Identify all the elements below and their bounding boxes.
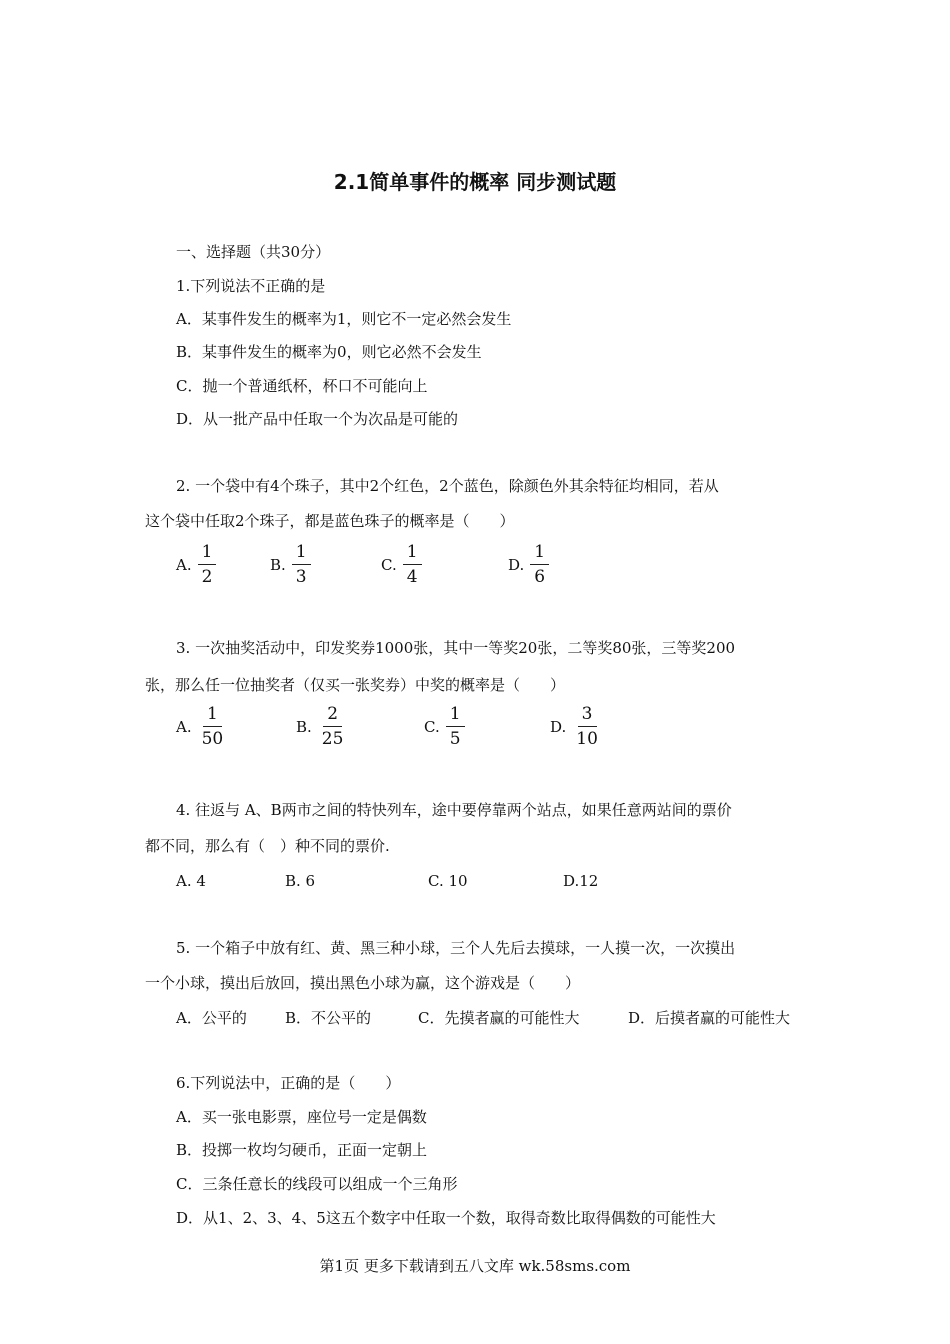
question-1-option-b: B．某事件发生的概率为0，则它必然不会发生	[176, 343, 482, 361]
denominator: 2	[201, 567, 213, 587]
question-2-stem-line1: 2. 一个袋中有4个珠子，其中2个红色，2个蓝色，除颜色外其余特征均相同，若从	[176, 477, 719, 495]
question-4-option-d: D.12	[563, 872, 599, 890]
fraction	[198, 704, 228, 749]
page-footer: 第1页 更多下载请到五八文库 wk.58sms.com	[319, 1257, 631, 1275]
question-4-option-c: C. 10	[428, 872, 468, 890]
question-2-stem-line2: 这个袋中任取2个珠子，都是蓝色珠子的概率是（ ）	[145, 512, 515, 530]
question-2-option-c	[381, 542, 422, 587]
fraction	[572, 704, 602, 749]
denominator: 6	[534, 567, 546, 587]
option-label: C.	[424, 717, 440, 736]
option-label: B.	[296, 717, 312, 736]
denominator: 5	[449, 729, 461, 749]
question-6-option-c: C．三条任意长的线段可以组成一个三角形	[176, 1175, 458, 1193]
option-label: B.	[270, 555, 286, 574]
question-1-option-d: D．从一批产品中任取一个为次品是可能的	[176, 410, 459, 428]
denominator: 10	[576, 729, 598, 749]
option-label: A.	[176, 555, 192, 574]
question-6-option-d: D．从1、2、3、4、5这五个数字中任取一个数，取得奇数比取得偶数的可能性大	[176, 1209, 716, 1227]
question-6-option-a: A．买一张电影票，座位号一定是偶数	[176, 1108, 427, 1126]
question-5-stem-line2: 一个小球，摸出后放回，摸出黑色小球为赢，这个游戏是（ ）	[145, 974, 581, 992]
question-3-options	[0, 704, 950, 760]
numerator: 1	[530, 542, 549, 565]
question-2-option-a	[176, 542, 216, 587]
question-2-option-b	[270, 542, 311, 587]
numerator: 2	[323, 704, 342, 727]
denominator: 4	[406, 567, 418, 587]
section-heading: 一、选择题（共30分）	[176, 243, 331, 261]
question-3-stem-line1: 3. 一次抽奖活动中，印发奖券1000张，其中一等奖20张，二等奖80张，三等奖200	[176, 639, 736, 657]
question-6-stem: 6.下列说法中，正确的是（ ）	[176, 1074, 401, 1092]
question-4-option-a: A. 4	[176, 872, 206, 890]
fraction	[198, 542, 217, 587]
numerator: 1	[403, 542, 422, 565]
question-5-option-a: A．公平的	[176, 1009, 247, 1027]
question-6-option-b: B．投掷一枚均匀硬币，正面一定朝上	[176, 1141, 428, 1159]
question-2-options	[0, 542, 950, 598]
question-3-option-a	[176, 704, 227, 749]
question-5-option-c: C．先摸者赢的可能性大	[418, 1009, 580, 1027]
option-label: A.	[176, 717, 192, 736]
question-3-stem-line2: 张，那么任一位抽奖者（仅买一张奖券）中奖的概率是（ ）	[145, 676, 566, 694]
page-title: 2.1简单事件的概率 同步测试题	[333, 170, 617, 194]
denominator: 25	[321, 729, 344, 749]
numerator: 1	[198, 542, 217, 565]
question-4-stem-line2: 都不同，那么有（ ）种不同的票价.	[145, 837, 390, 855]
option-label: D.	[550, 717, 567, 736]
question-5-stem-line1: 5. 一个箱子中放有红、黄、黑三种小球，三个人先后去摸球，一人摸一次，一次摸出	[176, 939, 736, 957]
question-3-option-d	[550, 704, 602, 749]
question-4-option-b: B. 6	[285, 872, 316, 890]
question-1-option-c: C．抛一个普通纸杯，杯口不可能向上	[176, 377, 428, 395]
question-4-stem-line1: 4. 往返与 A、B两市之间的特快列车，途中要停靠两个站点，如果任意两站间的票价	[176, 801, 732, 819]
question-1-stem: 1.下列说法不正确的是	[176, 277, 326, 295]
numerator: 1	[203, 704, 222, 727]
fraction	[446, 704, 465, 749]
denominator: 50	[201, 729, 224, 749]
question-2-option-d	[508, 542, 549, 587]
fraction	[318, 704, 348, 749]
option-label: D.	[508, 555, 525, 574]
option-label: C.	[381, 555, 397, 574]
fraction	[403, 542, 422, 587]
numerator: 3	[578, 704, 597, 727]
question-3-option-b	[296, 704, 347, 749]
numerator: 1	[292, 542, 311, 565]
fraction	[292, 542, 311, 587]
question-1-option-a: A．某事件发生的概率为1，则它不一定必然会发生	[176, 310, 512, 328]
numerator: 1	[446, 704, 465, 727]
denominator: 3	[295, 567, 307, 587]
question-5-option-b: B．不公平的	[285, 1009, 372, 1027]
question-3-option-c	[424, 704, 465, 749]
fraction	[530, 542, 549, 587]
question-5-option-d: D．后摸者赢的可能性大	[628, 1009, 791, 1027]
